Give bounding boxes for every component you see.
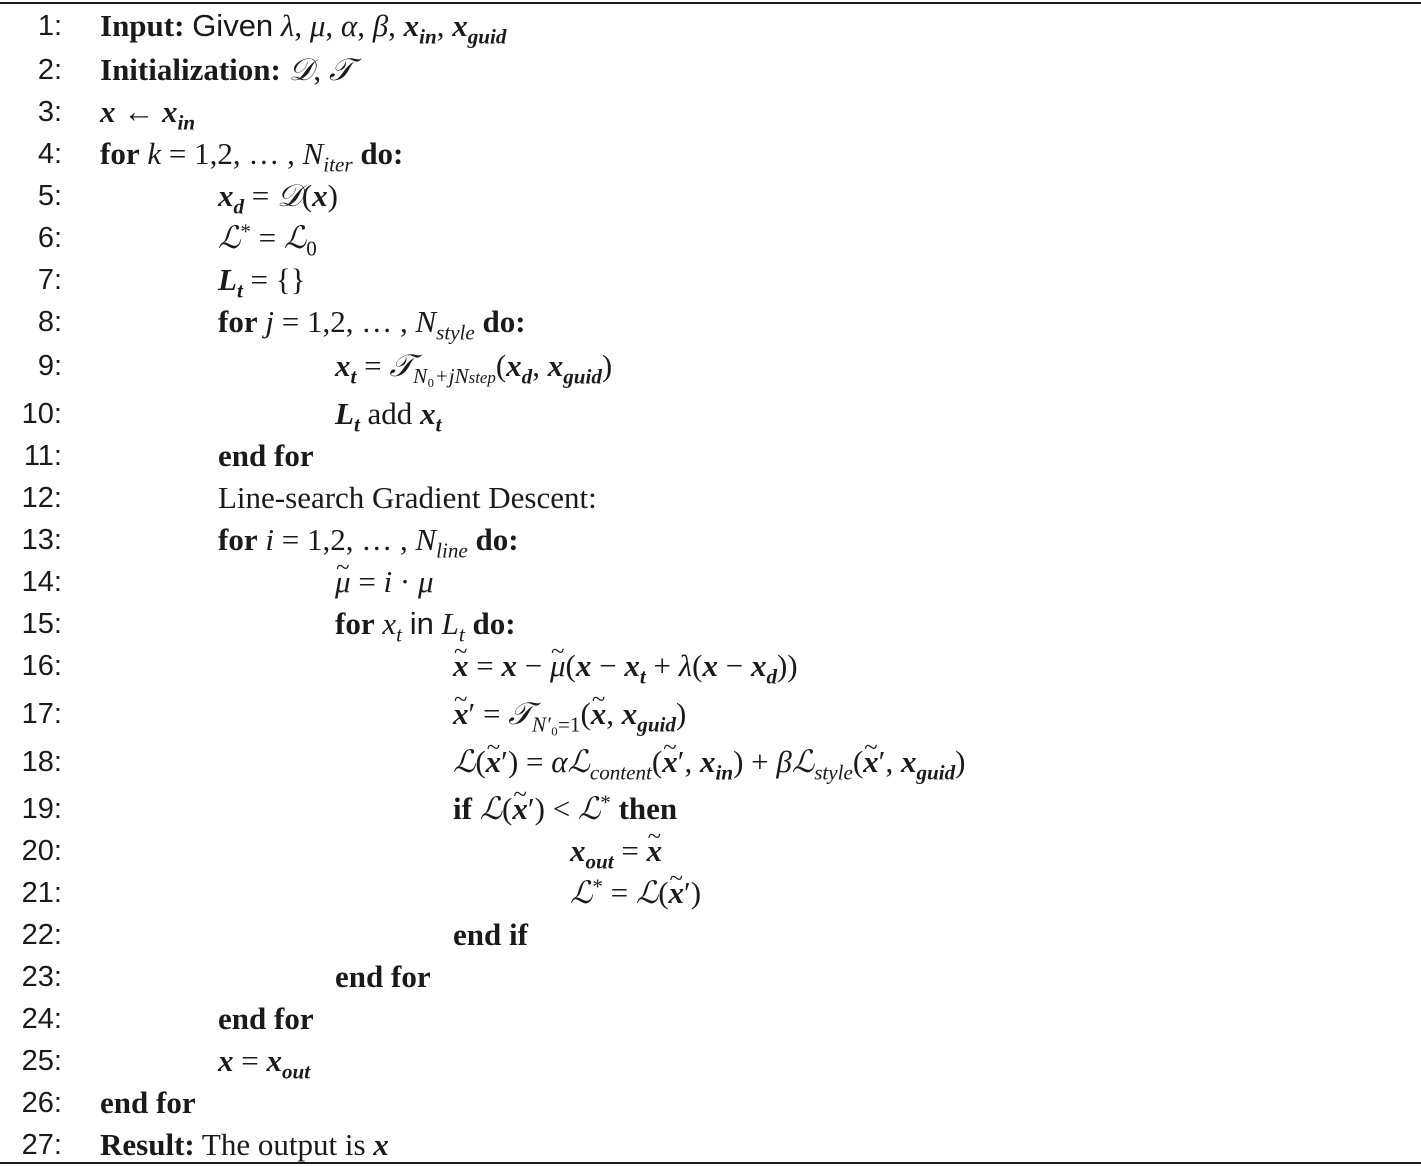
algorithm-line xyxy=(0,742,1421,785)
table-top-rule xyxy=(0,2,1421,4)
algorithm-line xyxy=(0,394,1421,437)
line-search-text: Line-search Gradient Descent: xyxy=(218,480,597,515)
line-number: 26: xyxy=(21,1087,62,1119)
line-content xyxy=(453,915,528,955)
line-number: 7: xyxy=(37,264,62,296)
line-content: ℒ* = ℒ$_0$ xyxy=(218,219,317,261)
line-number: 2: xyxy=(37,54,62,86)
line-content: if ℒ(~ x′) < ℒ* then xyxy=(453,789,677,829)
line-content: $x_t$ = $𝒯_{N_0+jNstep}(x_d$, $x_{guid}$) xyxy=(335,348,613,389)
algorithm-line xyxy=(0,218,1421,261)
keyword-do: do: xyxy=(360,136,404,171)
algorithm-line xyxy=(0,478,1421,518)
keyword-input: Input: xyxy=(100,8,185,43)
line-number: 22: xyxy=(21,919,62,951)
line-number: 8: xyxy=(37,306,62,338)
line-content: ~ x′ = 𝒯$_{N'_0=1}$(~ x, $x_{guid}$) xyxy=(453,694,686,734)
line-content: $x = x_{out}$ xyxy=(218,1043,311,1084)
line-content xyxy=(335,957,431,997)
line-number: 19: xyxy=(21,793,62,825)
line-number: 9: xyxy=(37,350,62,382)
keyword-add: add xyxy=(367,396,413,431)
line-number: 17: xyxy=(21,698,62,730)
line-number: 4: xyxy=(37,138,62,170)
line-content: Initialization: 𝒟, 𝒯 xyxy=(100,52,353,88)
line-number: 24: xyxy=(21,1003,62,1035)
algorithm-line xyxy=(0,436,1421,476)
algorithm-line xyxy=(0,915,1421,955)
line-content: $L_t$ = {} xyxy=(218,262,306,303)
algorithm-line xyxy=(0,646,1421,689)
line-number: 27: xyxy=(21,1129,62,1161)
algorithm-line xyxy=(0,694,1421,737)
algorithm-line xyxy=(0,176,1421,219)
table-bottom-rule xyxy=(0,1162,1421,1164)
line-content: for k = 1,2, … , $N_{iter}$ do: xyxy=(100,136,404,177)
line-content: ℒ(~ x′) = αℒ$_{content}$(~ x′, $x_{in}$) + βℒ$_{style}$(~ x′, $x_{guid}$) xyxy=(453,742,965,782)
algorithm-line xyxy=(0,999,1421,1039)
line-number: 6: xyxy=(37,222,62,254)
output-text: The output is xyxy=(201,1127,366,1162)
line-content: ℒ* = ℒ(~ x′) xyxy=(570,873,701,913)
line-content xyxy=(100,1083,196,1123)
algorithm-line xyxy=(0,302,1421,345)
line-content: ~ μ = i · μ xyxy=(335,562,434,602)
line-number: 13: xyxy=(21,524,62,556)
line-content: Result: The output is x xyxy=(100,1127,389,1162)
algorithm-line xyxy=(0,831,1421,874)
line-content xyxy=(218,999,314,1039)
line-content: $L_t$ add $x_t$ xyxy=(335,396,442,437)
algorithm-line xyxy=(0,50,1421,90)
line-number: 18: xyxy=(21,746,62,778)
line-content: $x_{out}$ = ~ x xyxy=(570,831,662,871)
line-number: 16: xyxy=(21,650,62,682)
algorithm-line xyxy=(0,6,1421,49)
line-number: 25: xyxy=(21,1045,62,1077)
line-number: 3: xyxy=(37,96,62,128)
keyword-end-for: end for xyxy=(218,1001,314,1036)
line-content: for i = 1,2, … , $N_{line}$ do: xyxy=(218,522,519,563)
keyword-result: Result: xyxy=(100,1127,195,1162)
line-number: 1: xyxy=(37,10,62,42)
line-content: for $x_t$ in $L_t$ do: xyxy=(335,606,516,647)
algorithm-line xyxy=(0,562,1421,602)
keyword-if: if xyxy=(453,791,472,826)
algorithm-line xyxy=(0,789,1421,829)
line-content xyxy=(218,478,597,518)
keyword-for: for xyxy=(218,522,258,557)
line-content: for j = 1,2, … , $N_{style}$ do: xyxy=(218,304,526,345)
keyword-for: for xyxy=(100,136,140,171)
algorithm-line xyxy=(0,957,1421,997)
keyword-do: do: xyxy=(475,522,519,557)
keyword-in: in xyxy=(409,606,434,641)
algorithm-line xyxy=(0,873,1421,913)
line-content: Input: Given λ, μ, α, β, $x_{in}$, $x_{guid}$ xyxy=(100,8,507,49)
algorithm-line xyxy=(0,260,1421,303)
line-content: $x_d$ = 𝒟(x) xyxy=(218,178,338,219)
algorithm-line xyxy=(0,92,1421,135)
keyword-end-for: end for xyxy=(218,438,314,473)
line-number: 10: xyxy=(21,398,62,430)
line-number: 5: xyxy=(37,180,62,212)
line-number: 20: xyxy=(21,835,62,867)
line-number: 12: xyxy=(21,482,62,514)
line-number: 15: xyxy=(21,608,62,640)
algorithm-line xyxy=(0,520,1421,563)
line-number: 21: xyxy=(21,877,62,909)
keyword-do: do: xyxy=(482,304,526,339)
algorithm-line xyxy=(0,1083,1421,1123)
keyword-for: for xyxy=(335,606,375,641)
algorithm-line xyxy=(0,604,1421,647)
algorithm-line xyxy=(0,346,1421,389)
line-number: 11: xyxy=(23,440,62,472)
line-content: x ← $x_{in}$ xyxy=(100,94,196,135)
keyword-then: then xyxy=(618,791,678,826)
line-number: 14: xyxy=(21,566,62,598)
keyword-end-for: end for xyxy=(335,959,431,994)
keyword-end-if: end if xyxy=(453,917,528,952)
keyword-initialization: Initialization: xyxy=(100,52,281,87)
algorithm-line xyxy=(0,1041,1421,1084)
algorithm-line xyxy=(0,134,1421,177)
line-number: 23: xyxy=(21,961,62,993)
given-text: Given xyxy=(192,8,274,43)
algorithm-line xyxy=(0,1125,1421,1165)
keyword-for: for xyxy=(218,304,258,339)
line-content: ~ x = x − ~ $\mu(x - x_t + \lambda(x - x_d))$ xyxy=(453,646,798,686)
keyword-end-for: end for xyxy=(100,1085,196,1120)
line-content xyxy=(218,436,314,476)
keyword-do: do: xyxy=(472,606,516,641)
